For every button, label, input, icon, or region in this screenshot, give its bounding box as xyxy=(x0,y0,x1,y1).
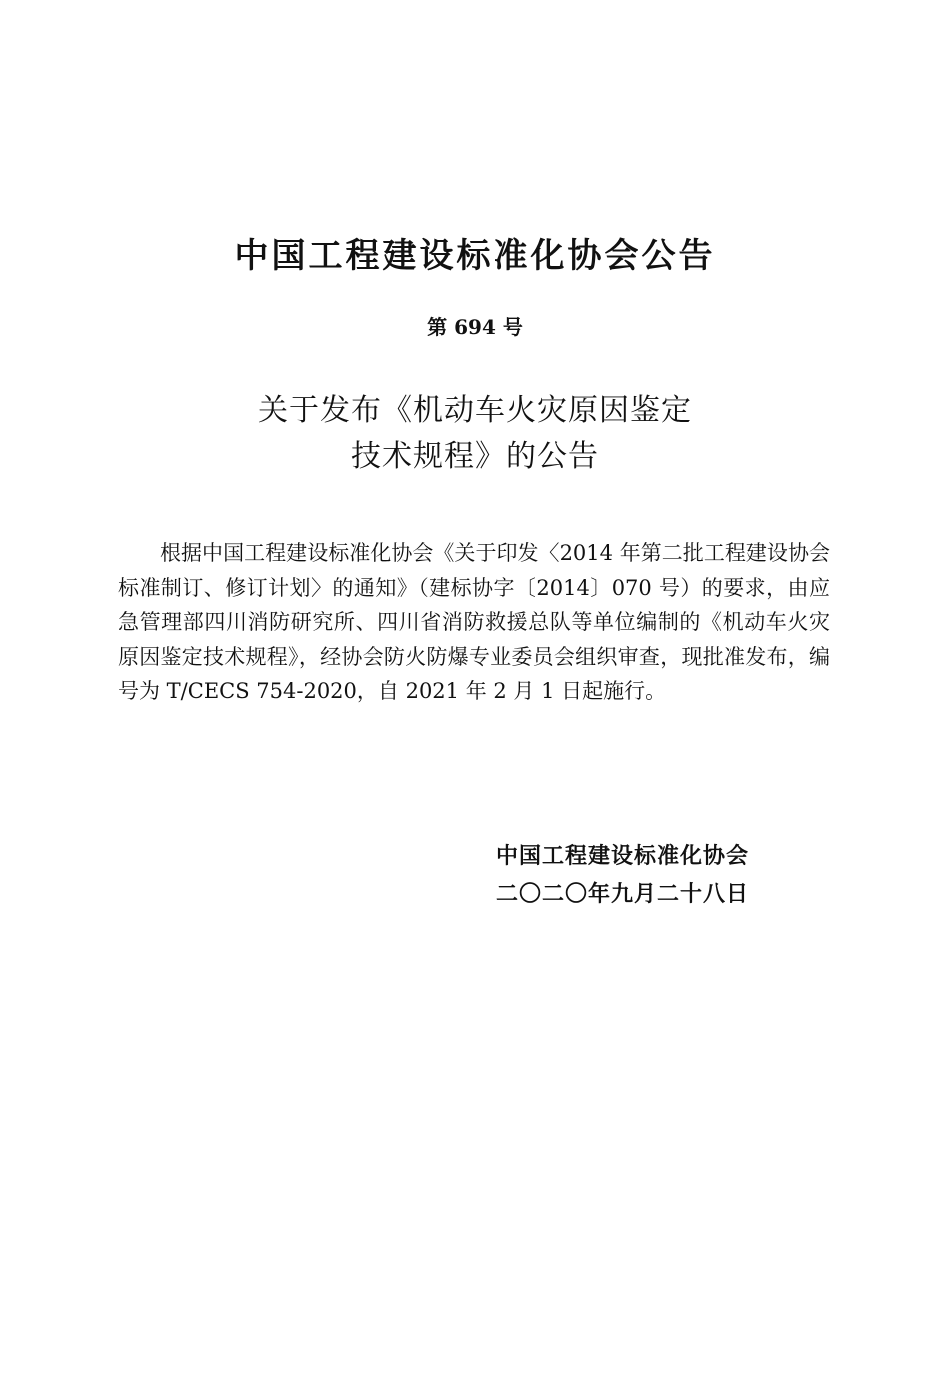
signature-organization: 中国工程建设标准化协会 xyxy=(496,844,750,869)
signature-date: 二〇二〇年九月二十八日 xyxy=(496,882,750,907)
subject-line-1: 关于发布《机动车火灾原因鉴定 xyxy=(258,393,692,428)
announcement-number: 第 694 号 xyxy=(427,315,523,339)
announcement-subject xyxy=(0,388,950,480)
signature-block xyxy=(496,838,749,914)
announcement-title: 中国工程建设标准化协会公告 xyxy=(234,236,716,276)
announcement-body: 根据中国工程建设标准化协会《关于印发〈2014 年第二批工程建设协会标准制订、修订计划〉的通知》（建标协字〔2014〕070 号）的要求，由应急管理部四川消防研究所、四川省消防救援总队等单位编制的《机动车火灾原因鉴定技术规程》，经协会防火防爆专业委员会组织审查，现批准发布，编号为 T/CECS 754-2020，自 2021 年 2 月 1 日起施行。 xyxy=(118,541,830,703)
subject-line-2: 技术规程》的公告 xyxy=(351,439,599,474)
